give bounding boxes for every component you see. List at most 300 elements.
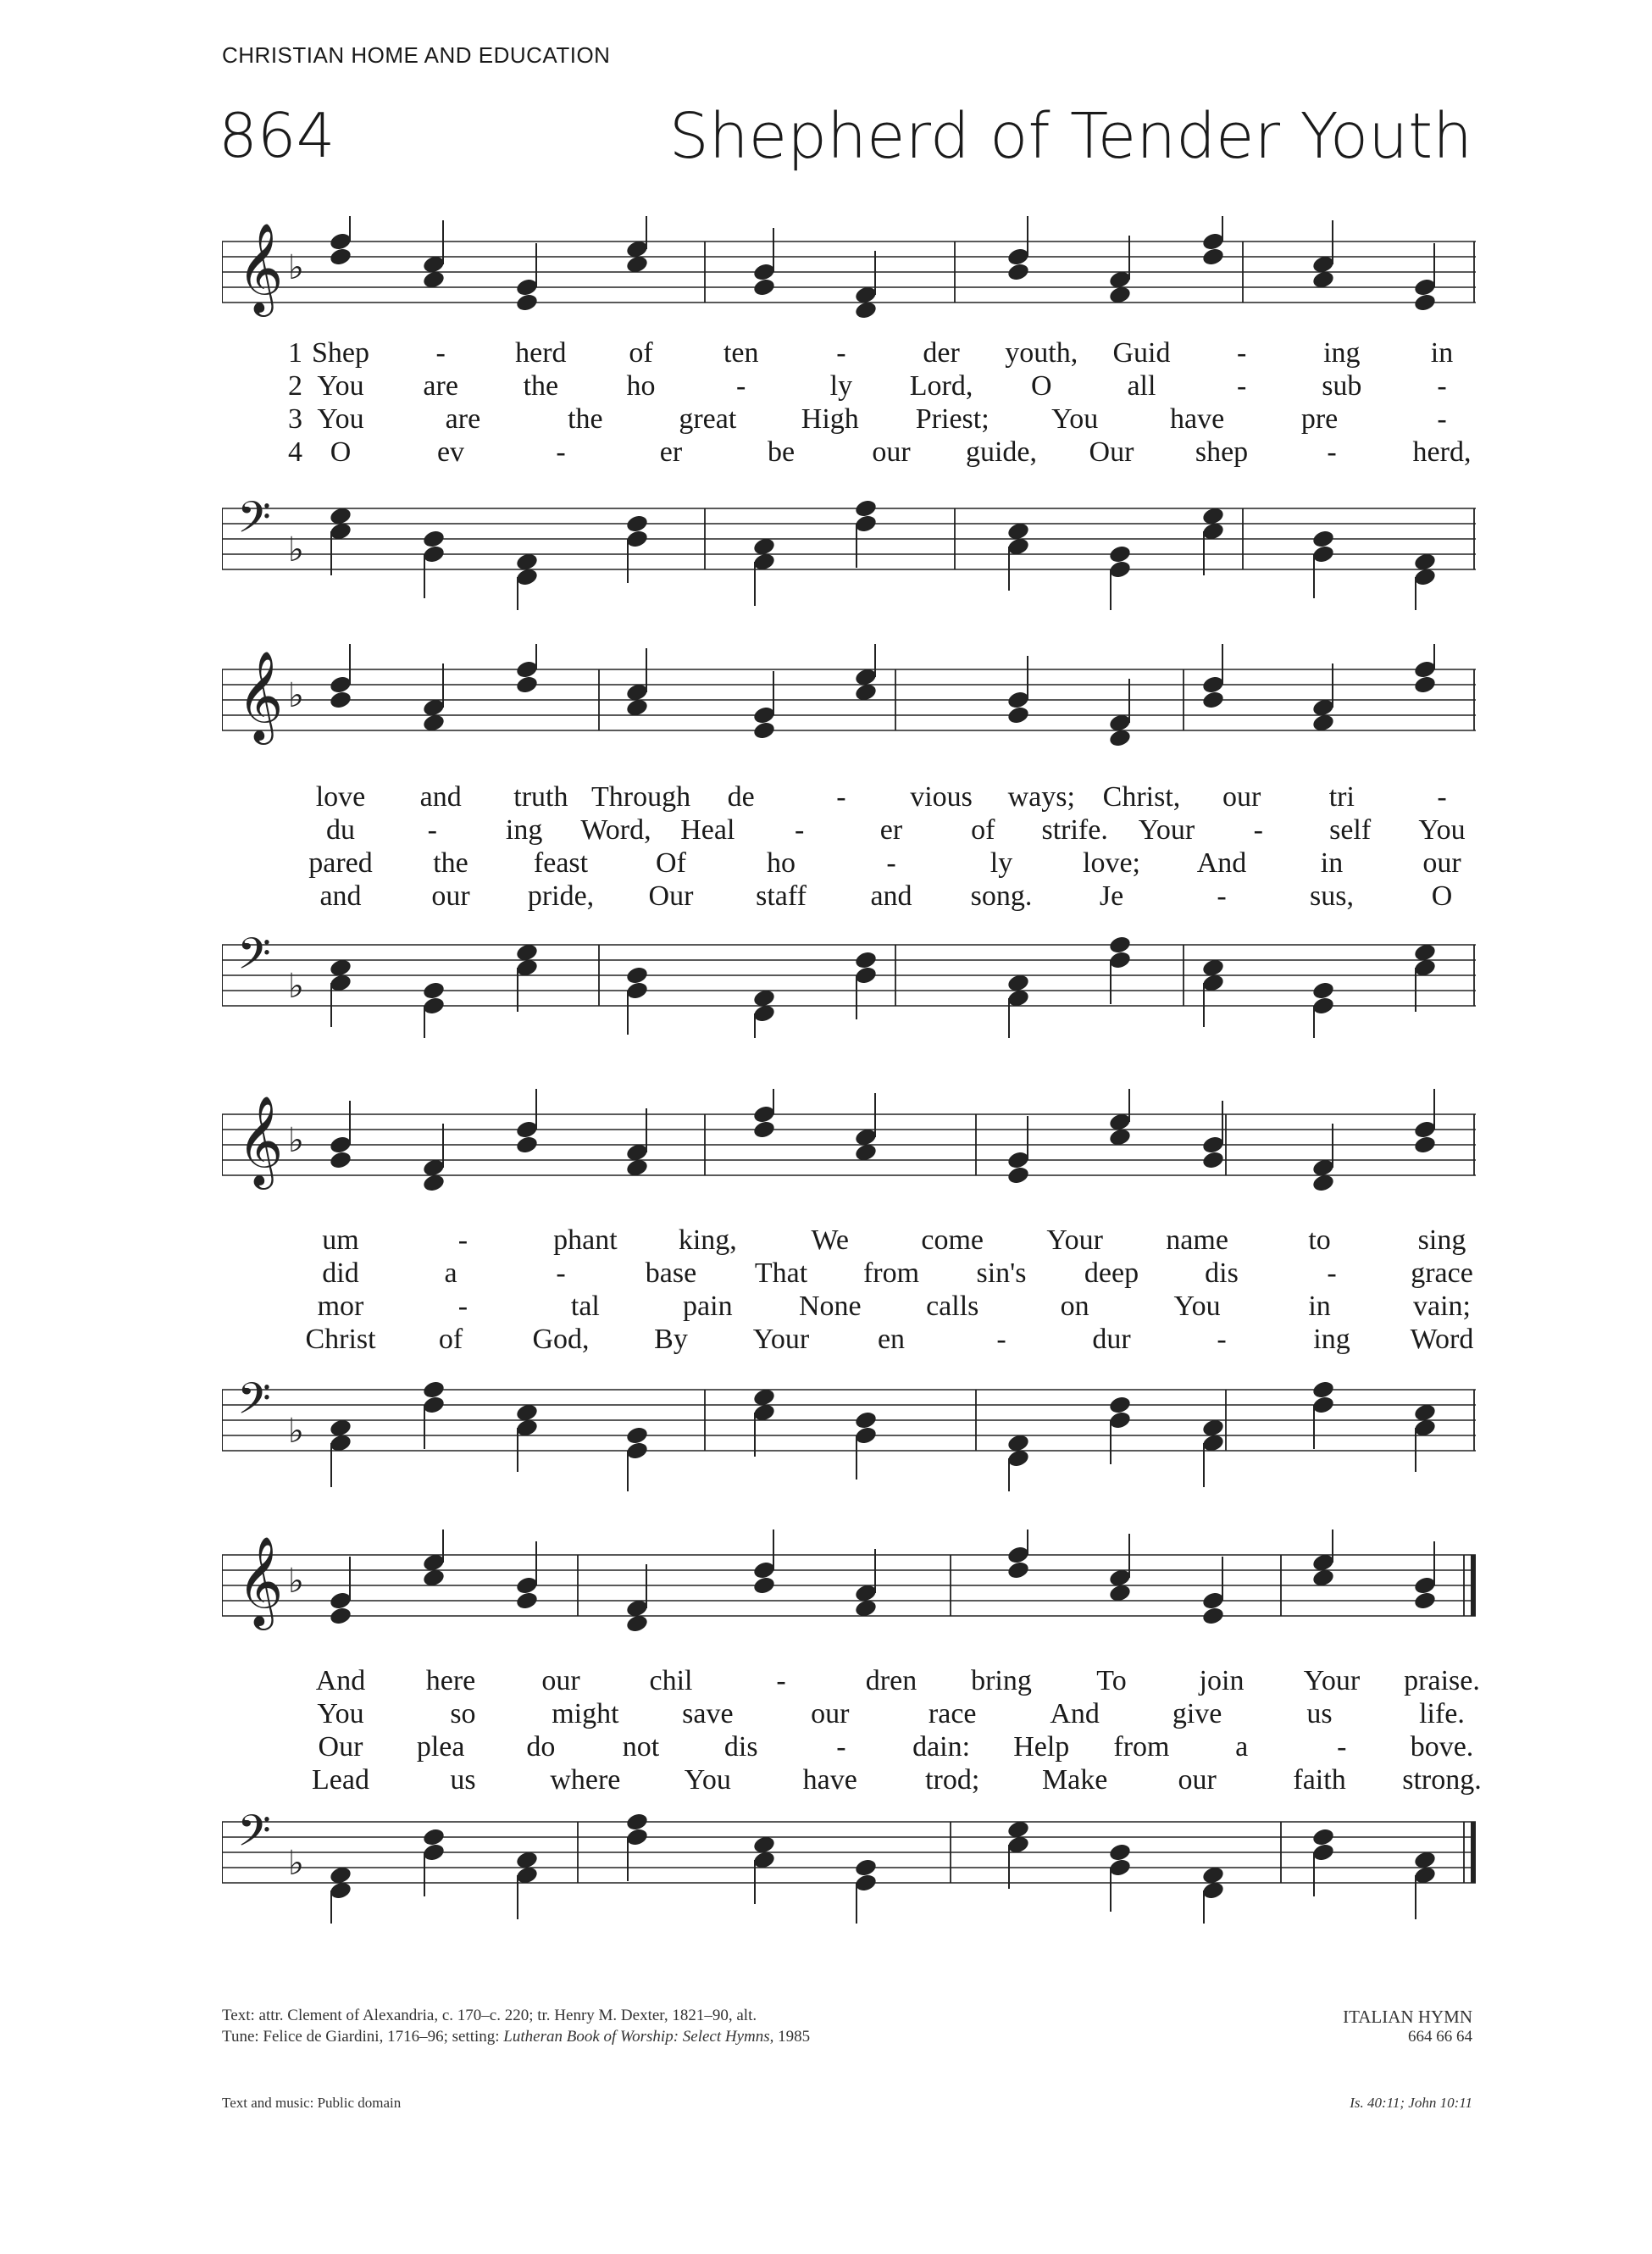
notehead	[422, 980, 446, 1001]
lyric-syllable: trod;	[925, 1764, 980, 1796]
notehead	[1413, 277, 1437, 297]
verse-line	[222, 403, 1476, 436]
lyric-syllable: strife.	[1041, 814, 1108, 846]
lyric-syllable: Guid	[1112, 337, 1171, 369]
notehead	[1311, 1827, 1335, 1847]
bass-staff-1	[222, 483, 1476, 610]
staff-lines	[222, 1822, 1476, 1883]
scripture-reference: Is. 40:11; John 10:11	[1350, 2095, 1472, 2111]
notehead	[422, 1380, 446, 1400]
lyrics-system-2	[222, 781, 1476, 913]
flat-icon: ♭	[288, 676, 304, 715]
lyric-syllable: -	[457, 1291, 468, 1322]
lyric-syllable: not	[622, 1731, 660, 1763]
lyric-syllable: Christ,	[1102, 781, 1181, 813]
bass-clef-icon: 𝄢	[237, 491, 271, 553]
notehead	[515, 277, 539, 297]
lyric-syllable: are	[423, 370, 458, 402]
lyric-syllable: bove.	[1410, 1731, 1474, 1763]
verse-line	[222, 1291, 1476, 1324]
notehead	[329, 1135, 352, 1155]
lyric-syllable: in	[1320, 847, 1344, 879]
verse-line	[222, 1764, 1482, 1797]
notehead	[854, 1410, 878, 1430]
lyric-syllable: dren	[865, 1665, 917, 1696]
lyric-syllable: our	[872, 436, 911, 468]
notehead	[1311, 980, 1335, 1001]
lyric-syllable: -	[556, 1257, 566, 1289]
lyric-syllable: ing	[1323, 337, 1361, 369]
lyric-syllable: sin's	[976, 1257, 1027, 1289]
lyric-syllable: -	[1217, 880, 1227, 912]
lyric-syllable: ways;	[1007, 781, 1075, 813]
lyric-syllable: are	[445, 403, 481, 435]
verse-line	[222, 1224, 1476, 1257]
notehead	[752, 1119, 776, 1140]
lyric-syllable: a	[444, 1257, 457, 1289]
bass-clef-icon: 𝄢	[237, 928, 271, 990]
lyric-syllable: dur	[1092, 1324, 1131, 1355]
notehead	[422, 996, 446, 1016]
flat-icon: ♭	[288, 1844, 304, 1883]
lyric-syllable: staff	[756, 880, 807, 912]
lyric-syllable: and	[419, 781, 462, 813]
notehead	[1006, 1545, 1030, 1565]
notehead	[515, 1119, 539, 1140]
verse-line	[222, 1665, 1480, 1698]
lyric-syllable: bring	[971, 1665, 1032, 1696]
notehead	[1413, 659, 1437, 680]
lyric-syllable: where	[550, 1764, 621, 1796]
flat-icon: ♭	[288, 530, 304, 569]
lyric-syllable: pre	[1300, 403, 1339, 435]
lyric-syllable: Word	[1410, 1324, 1474, 1355]
flat-icon: ♭	[288, 1121, 304, 1160]
lyric-syllable: to	[1308, 1224, 1331, 1256]
lyric-syllable: have	[1170, 403, 1225, 435]
notehead	[1413, 1591, 1437, 1611]
lyric-syllable: and	[870, 880, 912, 912]
lyric-syllable: And	[315, 1665, 366, 1696]
lyric-syllable: And	[1196, 847, 1247, 879]
lyric-syllable: the	[568, 403, 603, 435]
hymn-title: Shepherd of Tender Youth	[668, 100, 1472, 173]
lyric-syllable: O	[330, 436, 352, 468]
notehead	[422, 1842, 446, 1863]
treble-clef-icon: 𝄞	[237, 1095, 284, 1185]
lyric-syllable: -	[794, 814, 805, 846]
lyric-syllable: Lord,	[909, 370, 973, 402]
lyric-syllable: ing	[1313, 1324, 1350, 1355]
bass-staff-4	[222, 1796, 1476, 1924]
notehead	[1108, 950, 1132, 970]
notehead	[1311, 996, 1335, 1016]
notehead	[1108, 1842, 1132, 1863]
lyric-syllable: -	[1327, 436, 1337, 468]
lyric-syllable: You	[1173, 1291, 1221, 1322]
notehead	[1006, 1165, 1030, 1185]
notehead	[625, 1425, 649, 1446]
verse-line	[222, 814, 1476, 847]
lyric-syllable: vain;	[1413, 1291, 1471, 1322]
lyric-syllable: -	[1217, 1324, 1227, 1355]
lyric-syllable: might	[552, 1698, 619, 1729]
notehead	[422, 1395, 446, 1415]
lyric-syllable: -	[457, 1224, 468, 1256]
lyric-syllable: strong.	[1402, 1764, 1482, 1796]
notehead	[1006, 1150, 1030, 1170]
notehead	[1006, 262, 1030, 282]
verse-line	[222, 1324, 1476, 1357]
treble-staff-3	[222, 1089, 1476, 1216]
lyric-syllable: None	[798, 1291, 862, 1322]
treble-staff-4	[222, 1530, 1476, 1657]
lyric-syllable: um	[322, 1224, 359, 1256]
notehead	[1311, 544, 1335, 564]
hymn-number: 864	[219, 100, 335, 171]
lyric-syllable: er	[659, 436, 683, 468]
notehead	[854, 1857, 878, 1878]
lyric-syllable: all	[1127, 370, 1156, 402]
lyric-syllable: herd,	[1412, 436, 1472, 468]
meter: 664 66 64	[1408, 2028, 1472, 2046]
lyric-syllable: praise.	[1404, 1665, 1480, 1696]
lyrics-system-4	[222, 1665, 1482, 1797]
lyric-syllable: shep	[1195, 436, 1249, 468]
lyric-syllable: us	[1306, 1698, 1333, 1729]
lyric-syllable: That	[754, 1257, 808, 1289]
notehead	[752, 720, 776, 741]
lyric-syllable: dis	[1205, 1257, 1239, 1289]
lyric-syllable: come	[921, 1224, 984, 1256]
notehead	[625, 980, 649, 1001]
treble-clef-icon: 𝄞	[237, 222, 284, 313]
lyric-syllable: ho	[626, 370, 656, 402]
lyric-syllable: Your	[1138, 814, 1195, 846]
lyric-syllable: en	[877, 1324, 906, 1355]
lyric-syllable: the	[433, 847, 468, 879]
lyric-syllable: our	[431, 880, 470, 912]
lyric-syllable: -	[1437, 370, 1447, 402]
lyric-syllable: sus,	[1310, 880, 1354, 912]
lyric-syllable: ev	[436, 436, 465, 468]
notehead	[752, 277, 776, 297]
lyric-syllable: pared	[308, 847, 373, 879]
lyric-syllable: on	[1060, 1291, 1089, 1322]
notehead	[329, 690, 352, 710]
lyric-syllable: king,	[678, 1224, 737, 1256]
notehead	[1311, 1395, 1335, 1415]
staff-lines	[222, 1390, 1476, 1451]
lyrics-system-3	[222, 1224, 1476, 1357]
staff-lines	[222, 508, 1476, 569]
lyric-syllable: love	[315, 781, 366, 813]
lyric-syllable: We	[811, 1224, 849, 1256]
notehead	[329, 675, 352, 695]
notehead	[1201, 690, 1225, 710]
tune-credit-prefix: Tune: Felice de Giardini, 1716–96; setting:	[222, 2028, 504, 2046]
treble-clef-icon: 𝄞	[237, 1535, 284, 1626]
notehead	[329, 247, 352, 267]
notehead	[1108, 1857, 1132, 1878]
lyric-syllable: guide,	[965, 436, 1038, 468]
lyric-syllable: ho	[767, 847, 796, 879]
lyric-syllable: -	[1437, 403, 1447, 435]
notehead	[854, 950, 878, 970]
lyric-syllable: ing	[505, 814, 543, 846]
bass-clef-icon: 𝄢	[237, 1805, 271, 1867]
flat-icon: ♭	[288, 1562, 304, 1601]
notehead	[1311, 1380, 1335, 1400]
lyric-syllable: a	[1235, 1731, 1249, 1763]
staff-lines	[222, 669, 1476, 730]
lyric-syllable: Our	[318, 1731, 363, 1763]
notehead	[1311, 529, 1335, 549]
notehead	[854, 965, 878, 985]
lyric-syllable: our	[1178, 1764, 1217, 1796]
lyric-syllable: our	[1422, 847, 1461, 879]
notehead	[1006, 1560, 1030, 1580]
verse-line	[222, 781, 1476, 814]
lyric-syllable: ly	[990, 847, 1013, 879]
lyric-syllable: And	[1050, 1698, 1100, 1729]
lyric-syllable: herd	[515, 337, 567, 369]
lyric-syllable: in	[1308, 1291, 1331, 1322]
lyric-syllable: give	[1172, 1698, 1222, 1729]
lyric-syllable: the	[523, 370, 559, 402]
verse-number: 2	[288, 370, 302, 402]
lyric-syllable: phant	[553, 1224, 618, 1256]
notehead	[1311, 1842, 1335, 1863]
lyric-syllable: plea	[416, 1731, 465, 1763]
treble-clef-icon: 𝄞	[237, 650, 284, 741]
lyric-syllable: pride,	[527, 880, 595, 912]
lyric-syllable: calls	[926, 1291, 979, 1322]
lyric-syllable: Through	[590, 781, 691, 813]
lyric-syllable: of	[438, 1324, 463, 1355]
flat-icon: ♭	[288, 967, 304, 1006]
lyric-syllable: O	[1431, 880, 1453, 912]
treble-staff-2	[222, 644, 1476, 771]
notehead	[752, 1104, 776, 1124]
lyric-syllable: You	[684, 1764, 731, 1796]
verse-line	[222, 337, 1476, 370]
lyric-syllable: du	[326, 814, 355, 846]
tune-credit-source: Lutheran Book of Worship: Select Hymns	[503, 2028, 770, 2046]
notehead	[1006, 247, 1030, 267]
lyric-syllable: Christ	[305, 1324, 376, 1355]
lyric-syllable: have	[802, 1764, 857, 1796]
lyric-syllable: great	[679, 403, 737, 435]
treble-staff-1	[222, 216, 1476, 335]
lyric-syllable: Help	[1013, 1731, 1070, 1763]
lyric-syllable: dis	[723, 1731, 758, 1763]
lyric-syllable: ly	[829, 370, 853, 402]
lyric-syllable: You	[317, 370, 364, 402]
verse-line	[222, 1731, 1476, 1764]
bass-clef-icon: 𝄢	[237, 1373, 271, 1435]
notehead	[1413, 1119, 1437, 1140]
lyric-syllable: -	[1437, 781, 1447, 813]
lyric-syllable: chil	[649, 1665, 693, 1696]
staff-lines	[222, 1114, 1476, 1175]
lyric-syllable: er	[879, 814, 903, 846]
tune-credit-year: , 1985	[769, 2028, 811, 2046]
lyric-syllable: our	[541, 1665, 580, 1696]
lyric-syllable: -	[886, 847, 896, 879]
lyric-syllable: mor	[317, 1291, 364, 1322]
lyric-syllable: our	[1222, 781, 1261, 813]
staff-lines	[222, 945, 1476, 1006]
lyric-syllable: of	[971, 814, 995, 846]
lyric-syllable: truth	[513, 781, 568, 813]
lyric-syllable: from	[1113, 1731, 1170, 1763]
lyric-syllable: be	[767, 436, 796, 468]
notehead	[329, 1606, 352, 1626]
notehead	[752, 1575, 776, 1596]
lyric-syllable: Your	[752, 1324, 810, 1355]
notehead	[1201, 675, 1225, 695]
lyric-syllable: from	[862, 1257, 920, 1289]
staff-lines	[222, 1555, 1476, 1616]
lyric-syllable: Lead	[312, 1764, 369, 1796]
lyric-syllable: in	[1430, 337, 1454, 369]
notehead	[329, 1591, 352, 1611]
tune-name: ITALIAN HYMN	[1343, 2007, 1472, 2027]
notehead	[515, 292, 539, 313]
verse-line	[222, 847, 1476, 880]
notehead	[1413, 675, 1437, 695]
lyric-syllable: -	[836, 1731, 846, 1763]
lyric-syllable: To	[1096, 1665, 1127, 1696]
lyric-syllable: love;	[1083, 847, 1140, 879]
notehead	[515, 659, 539, 680]
notehead	[752, 1560, 776, 1580]
lyric-syllable: You	[1051, 403, 1099, 435]
verse-number: 3	[288, 403, 302, 435]
verse-line	[222, 1257, 1476, 1291]
flat-icon: ♭	[288, 1412, 304, 1451]
lyric-syllable: feast	[533, 847, 589, 879]
notehead	[329, 231, 352, 252]
notehead	[854, 1425, 878, 1446]
notehead	[1108, 935, 1132, 955]
notehead	[854, 1873, 878, 1893]
notehead	[422, 544, 446, 564]
lyric-syllable: base	[645, 1257, 697, 1289]
lyric-syllable: deep	[1084, 1257, 1139, 1289]
lyric-syllable: -	[1236, 337, 1247, 369]
lyric-syllable: tal	[570, 1291, 600, 1322]
lyric-syllable: You	[317, 403, 364, 435]
lyric-syllable: save	[682, 1698, 734, 1729]
lyric-syllable: -	[1327, 1257, 1337, 1289]
lyric-syllable: -	[776, 1665, 786, 1696]
verse-line	[222, 436, 1476, 469]
notehead	[752, 262, 776, 282]
lyric-syllable: pain	[683, 1291, 733, 1322]
notehead	[1413, 1135, 1437, 1155]
lyric-syllable: -	[435, 337, 446, 369]
notehead	[625, 965, 649, 985]
lyric-syllable: -	[556, 436, 566, 468]
tune-credit	[222, 2028, 810, 2046]
notehead	[625, 529, 649, 549]
lyric-syllable: High	[801, 403, 859, 435]
lyric-syllable: join	[1199, 1665, 1245, 1696]
notehead	[1108, 559, 1132, 580]
notehead	[1201, 1591, 1225, 1611]
notehead	[1201, 1150, 1225, 1170]
lyric-syllable: our	[811, 1698, 850, 1729]
lyric-syllable: -	[427, 814, 437, 846]
notehead	[1201, 247, 1225, 267]
notehead	[1413, 1575, 1437, 1596]
lyric-syllable: us	[450, 1764, 476, 1796]
notehead	[625, 1441, 649, 1461]
notehead	[1006, 705, 1030, 725]
lyric-syllable: By	[654, 1324, 688, 1355]
lyric-syllable: race	[928, 1698, 977, 1729]
notehead	[625, 1827, 649, 1847]
lyric-syllable: Make	[1041, 1764, 1108, 1796]
notehead	[625, 514, 649, 534]
lyric-syllable: tri	[1328, 781, 1355, 813]
section-heading: CHRISTIAN HOME AND EDUCATION	[222, 42, 611, 68]
lyric-syllable: -	[996, 1324, 1006, 1355]
flat-icon: ♭	[288, 248, 304, 287]
lyric-syllable: -	[836, 781, 846, 813]
lyric-syllable: name	[1166, 1224, 1228, 1256]
verse-line	[222, 880, 1476, 913]
notehead	[752, 705, 776, 725]
notehead	[329, 1150, 352, 1170]
notehead	[1413, 292, 1437, 313]
lyric-syllable: -	[836, 337, 846, 369]
bass-staff-2	[222, 919, 1476, 1038]
notehead	[1108, 1410, 1132, 1430]
lyric-syllable: vious	[910, 781, 973, 813]
lyric-syllable: You	[317, 1698, 364, 1729]
lyric-syllable: Word,	[580, 814, 651, 846]
lyric-syllable: Your	[1303, 1665, 1361, 1696]
verse-line	[222, 370, 1476, 403]
lyric-syllable: Our	[648, 880, 694, 912]
lyric-syllable: do	[526, 1731, 556, 1763]
notehead	[515, 1135, 539, 1155]
staff-lines	[222, 242, 1476, 303]
notehead	[422, 529, 446, 549]
notehead	[1108, 1395, 1132, 1415]
lyric-syllable: faith	[1293, 1764, 1346, 1796]
lyric-syllable: Your	[1046, 1224, 1103, 1256]
lyric-syllable: de	[727, 781, 755, 813]
lyric-syllable: here	[425, 1665, 476, 1696]
notehead	[854, 498, 878, 519]
lyric-syllable: You	[1418, 814, 1466, 846]
notehead	[854, 514, 878, 534]
notehead	[515, 1575, 539, 1596]
notehead	[625, 1812, 649, 1832]
lyric-syllable: God,	[532, 1324, 590, 1355]
lyric-syllable: Shep	[312, 337, 369, 369]
lyric-syllable: O	[1030, 370, 1052, 402]
notehead	[515, 675, 539, 695]
notehead	[422, 1827, 446, 1847]
lyric-syllable: sing	[1417, 1224, 1466, 1256]
copyright: Text and music: Public domain	[222, 2095, 402, 2111]
lyric-syllable: Je	[1099, 880, 1124, 912]
